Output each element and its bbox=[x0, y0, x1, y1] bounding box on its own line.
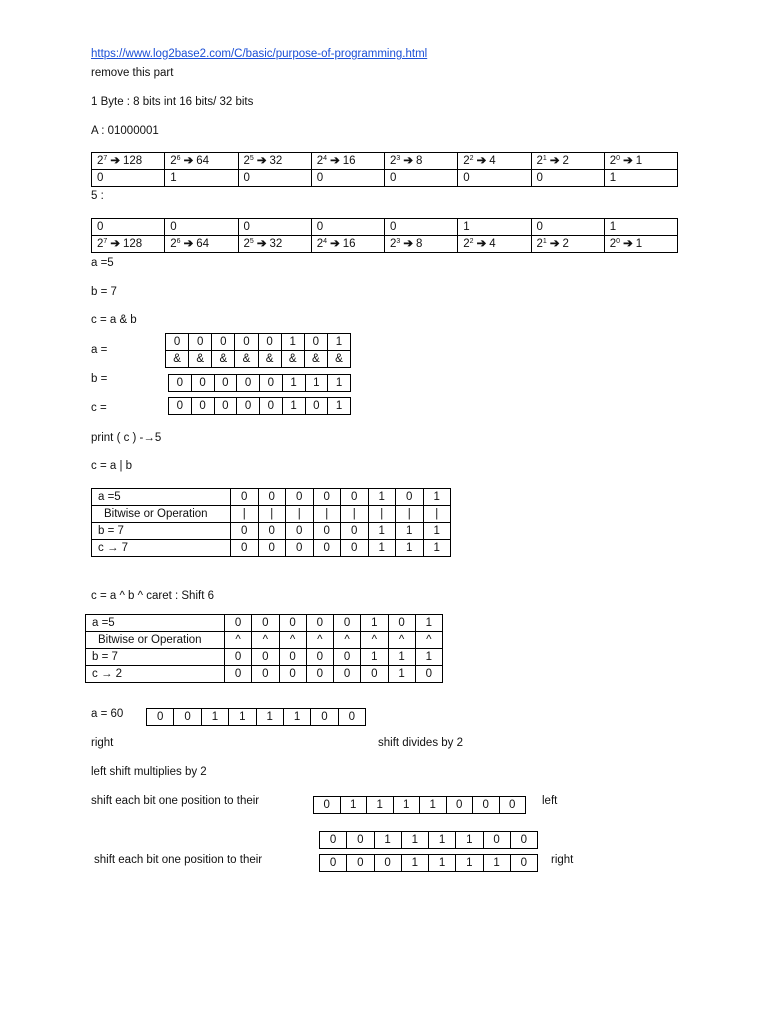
bit-cell: 0 bbox=[314, 797, 341, 814]
bit-cell: 0 bbox=[334, 666, 361, 683]
bit-cell: 1 bbox=[423, 523, 451, 540]
power-cell: $2^1$ ➔ 2 bbox=[531, 236, 604, 253]
bit-cell: 1 bbox=[396, 540, 424, 557]
table-row bbox=[92, 506, 451, 523]
bit-cell: 0 bbox=[313, 523, 341, 540]
bit-cell: 1 bbox=[429, 832, 456, 849]
bit-cell: 1 bbox=[458, 219, 531, 236]
bit-cell: 0 bbox=[165, 219, 238, 236]
note-text: remove this part bbox=[91, 67, 174, 79]
bit-cell: 1 bbox=[165, 170, 238, 187]
bit-cell: 1 bbox=[456, 832, 483, 849]
bit-cell: | bbox=[258, 506, 286, 523]
bit-cell: 0 bbox=[238, 170, 311, 187]
arrow-icon: ➔ bbox=[183, 155, 194, 167]
shift-divides-text: shift divides by 2 bbox=[378, 737, 464, 749]
bit-cell: 0 bbox=[189, 334, 212, 351]
shift-multiplies-text: left shift multiplies by 2 bbox=[91, 766, 207, 778]
bit-cell: 1 bbox=[401, 832, 428, 849]
bit-cell: 0 bbox=[235, 334, 258, 351]
row-label: c → 7 bbox=[92, 540, 231, 557]
bit-cell: ^ bbox=[388, 632, 415, 649]
bit-cell: 0 bbox=[279, 615, 306, 632]
bit-cell: | bbox=[231, 506, 259, 523]
bit-cell: 0 bbox=[347, 855, 374, 872]
bit-cell: 1 bbox=[367, 797, 394, 814]
bit-cell: ^ bbox=[279, 632, 306, 649]
bit-cell: 0 bbox=[415, 666, 442, 683]
bit-cell: 1 bbox=[229, 709, 256, 726]
arrow-icon: ➔ bbox=[476, 238, 487, 250]
bit-cell: 0 bbox=[473, 797, 500, 814]
row-label: Bitwise or Operation bbox=[86, 632, 225, 649]
arrow-icon: ➔ bbox=[623, 238, 633, 250]
right-shift-bits bbox=[320, 855, 538, 872]
and-b-bits bbox=[169, 375, 351, 392]
row-label: Bitwise or Operation bbox=[92, 506, 231, 523]
bit-cell: 1 bbox=[415, 649, 442, 666]
bit-cell: 0 bbox=[446, 797, 473, 814]
bit-cell: 0 bbox=[214, 375, 237, 392]
five-label: 5 : bbox=[91, 190, 104, 202]
bit-cell: 1 bbox=[256, 709, 283, 726]
operator-cell: & bbox=[304, 351, 327, 368]
arrow-icon: ➔ bbox=[623, 155, 633, 167]
right-word: right bbox=[91, 737, 114, 749]
arrow-icon: ➔ bbox=[549, 155, 560, 167]
bit-cell: 0 bbox=[304, 334, 327, 351]
bit-cell: 0 bbox=[313, 489, 341, 506]
or-expression: c = a | b bbox=[91, 460, 133, 472]
bit-cell: 1 bbox=[483, 855, 510, 872]
power-cell: $2^6$ ➔ 64 bbox=[165, 153, 238, 170]
arrow-icon: ➔ bbox=[330, 238, 340, 250]
bit-cell: 0 bbox=[169, 398, 192, 415]
bit-cell: 1 bbox=[305, 375, 328, 392]
power-cell: $2^3$ ➔ 8 bbox=[385, 236, 458, 253]
bit-cell: 0 bbox=[258, 334, 281, 351]
bit-cell: 0 bbox=[347, 832, 374, 849]
bit-cell: 0 bbox=[231, 523, 259, 540]
a-assign: a =5 bbox=[91, 257, 114, 269]
right-word-2: right bbox=[551, 854, 574, 866]
bit-cell: 1 bbox=[396, 523, 424, 540]
bit-cell: 0 bbox=[320, 855, 347, 872]
arrow-icon: ➔ bbox=[256, 155, 267, 167]
left-shift-bits bbox=[314, 797, 526, 814]
and-b-label: b = bbox=[91, 373, 108, 385]
bit-cell: 0 bbox=[279, 649, 306, 666]
bit-cell: 1 bbox=[374, 832, 401, 849]
power-cell: $2^2$ ➔ 4 bbox=[458, 153, 531, 170]
bit-cell: 0 bbox=[92, 170, 165, 187]
and-b-table bbox=[168, 374, 351, 392]
shift-each-text-1: shift each bit one position to their bbox=[91, 795, 260, 807]
binary-table-a bbox=[91, 152, 678, 187]
bit-cell: 0 bbox=[147, 709, 174, 726]
exponent: 0 bbox=[616, 155, 621, 162]
table-row bbox=[86, 615, 443, 632]
bit-cell: 0 bbox=[306, 666, 333, 683]
bit-cell: 1 bbox=[420, 797, 447, 814]
arrow-icon: ➔ bbox=[330, 155, 340, 167]
power-cell: $2^0$ ➔ 1 bbox=[604, 153, 677, 170]
bit-cell: 0 bbox=[305, 398, 328, 415]
exponent: 5 bbox=[249, 155, 254, 162]
exponent: 1 bbox=[542, 238, 547, 245]
exponent: 5 bbox=[249, 238, 254, 245]
bit-cell: 0 bbox=[258, 523, 286, 540]
bit-cell: 0 bbox=[483, 832, 510, 849]
row-label: a =5 bbox=[92, 489, 231, 506]
bit-cell: 0 bbox=[92, 219, 165, 236]
bit-cell: 0 bbox=[258, 540, 286, 557]
exponent: 2 bbox=[469, 238, 474, 245]
power-cell: $2^0$ ➔ 1 bbox=[604, 236, 677, 253]
exponent: 3 bbox=[396, 238, 401, 245]
original-bits bbox=[320, 832, 538, 849]
bit-cell: 0 bbox=[252, 615, 279, 632]
a60-table bbox=[146, 708, 366, 726]
a-binary-label: A : 01000001 bbox=[91, 125, 159, 137]
bit-cell: 1 bbox=[328, 398, 351, 415]
bit-cell: 1 bbox=[423, 489, 451, 506]
print-statement: print ( c ) -→5 bbox=[91, 432, 162, 444]
bit-cell: 0 bbox=[374, 855, 401, 872]
operator-cell: & bbox=[258, 351, 281, 368]
power-cell: $2^3$ ➔ 8 bbox=[385, 153, 458, 170]
bit-cell: 1 bbox=[429, 855, 456, 872]
row-label: a =5 bbox=[86, 615, 225, 632]
bit-cell: 0 bbox=[458, 170, 531, 187]
operator-cell: & bbox=[235, 351, 258, 368]
bit-cell: 0 bbox=[237, 375, 260, 392]
bit-cell: 1 bbox=[283, 709, 310, 726]
bit-cell: 0 bbox=[252, 666, 279, 683]
bit-cell: 0 bbox=[510, 855, 537, 872]
bit-cell: 0 bbox=[212, 334, 235, 351]
bit-cell: 0 bbox=[338, 709, 365, 726]
exponent: 3 bbox=[396, 155, 401, 162]
and-a-table bbox=[165, 333, 351, 368]
arrow-icon: ➔ bbox=[110, 155, 120, 167]
bit-cell: | bbox=[423, 506, 451, 523]
bit-cell: 1 bbox=[604, 170, 677, 187]
bit-cell: 1 bbox=[368, 489, 396, 506]
powers-row bbox=[92, 153, 678, 170]
bit-cell: 0 bbox=[311, 219, 384, 236]
exponent: 6 bbox=[176, 238, 181, 245]
bit-cell: 0 bbox=[252, 649, 279, 666]
power-cell: $2^5$ ➔ 32 bbox=[238, 153, 311, 170]
left-word: left bbox=[542, 795, 558, 807]
bit-cell: 0 bbox=[191, 375, 214, 392]
xor-table bbox=[85, 614, 443, 683]
bit-cell: 0 bbox=[334, 649, 361, 666]
operator-cell: & bbox=[281, 351, 304, 368]
exponent: 7 bbox=[103, 155, 108, 162]
bit-cell: 0 bbox=[385, 219, 458, 236]
operator-cell: & bbox=[212, 351, 235, 368]
bit-cell: 1 bbox=[201, 709, 228, 726]
power-cell: $2^4$ ➔ 16 bbox=[311, 153, 384, 170]
bit-cell: 0 bbox=[334, 615, 361, 632]
bit-cell: 0 bbox=[341, 489, 369, 506]
bit-cell: 1 bbox=[361, 615, 388, 632]
bit-cell: 0 bbox=[361, 666, 388, 683]
arrow-icon: ➔ bbox=[110, 238, 120, 250]
bit-cell: 1 bbox=[368, 523, 396, 540]
bit-cell: 0 bbox=[531, 219, 604, 236]
bit-cell: 0 bbox=[169, 375, 192, 392]
shift-each-text-2: shift each bit one position to their bbox=[94, 854, 263, 866]
a60-bits bbox=[147, 709, 366, 726]
a60-label: a = 60 bbox=[91, 708, 124, 720]
bit-cell: 1 bbox=[401, 855, 428, 872]
bit-cell: | bbox=[341, 506, 369, 523]
power-cell: $2^2$ ➔ 4 bbox=[458, 236, 531, 253]
bit-cell: 1 bbox=[423, 540, 451, 557]
power-cell: $2^6$ ➔ 64 bbox=[165, 236, 238, 253]
bit-cell: | bbox=[313, 506, 341, 523]
bit-cell: 0 bbox=[260, 398, 283, 415]
bit-cell: 0 bbox=[499, 797, 526, 814]
bit-cell: ^ bbox=[334, 632, 361, 649]
exponent: 0 bbox=[616, 238, 621, 245]
bit-cell: ^ bbox=[225, 632, 252, 649]
operator-cell: & bbox=[327, 351, 350, 368]
arrow-icon: ➔ bbox=[403, 155, 413, 167]
bit-cell: 0 bbox=[174, 709, 201, 726]
bit-cell: 0 bbox=[311, 709, 338, 726]
bit-cell: 0 bbox=[260, 375, 283, 392]
bit-cell: | bbox=[396, 506, 424, 523]
table-row bbox=[86, 649, 443, 666]
bit-cell: 0 bbox=[231, 489, 259, 506]
row-label: b = 7 bbox=[86, 649, 225, 666]
bit-cell: 0 bbox=[279, 666, 306, 683]
xor-expression: c = a ^ b ^ caret : Shift 6 bbox=[91, 590, 214, 602]
exponent: 7 bbox=[103, 238, 108, 245]
bit-cell: 0 bbox=[237, 398, 260, 415]
bit-cell: 1 bbox=[415, 615, 442, 632]
bit-cell: 0 bbox=[311, 170, 384, 187]
bit-cell: 1 bbox=[368, 540, 396, 557]
bit-cell: 1 bbox=[456, 855, 483, 872]
bit-cell: ^ bbox=[361, 632, 388, 649]
and-expression: c = a & b bbox=[91, 314, 137, 326]
bit-cell: 0 bbox=[286, 489, 314, 506]
source-link[interactable]: https://www.log2base2.com/C/basic/purpose-of-programming.html bbox=[91, 48, 428, 60]
bit-cell: 0 bbox=[385, 170, 458, 187]
bit-cell: 0 bbox=[510, 832, 537, 849]
exponent: 4 bbox=[323, 155, 328, 162]
bit-cell: ^ bbox=[252, 632, 279, 649]
exponent: 1 bbox=[542, 155, 547, 162]
bit-cell: 0 bbox=[388, 615, 415, 632]
and-c-label: c = bbox=[91, 402, 107, 414]
bit-cell: 0 bbox=[166, 334, 189, 351]
bits-row bbox=[92, 170, 678, 187]
table-row bbox=[86, 666, 443, 683]
bit-cell: 1 bbox=[388, 666, 415, 683]
arrow-icon: ➔ bbox=[256, 238, 267, 250]
bit-cell: 1 bbox=[604, 219, 677, 236]
left-shift-table bbox=[313, 796, 526, 814]
power-cell: $2^5$ ➔ 32 bbox=[238, 236, 311, 253]
row-label: c → 2 bbox=[86, 666, 225, 683]
bit-cell: 0 bbox=[396, 489, 424, 506]
bit-cell: 0 bbox=[238, 219, 311, 236]
table-row bbox=[92, 523, 451, 540]
and-c-bits bbox=[169, 398, 351, 415]
right-shift-table bbox=[319, 854, 538, 872]
and-a-label: a = bbox=[91, 344, 108, 356]
exponent: 6 bbox=[176, 155, 181, 162]
power-cell: $2^4$ ➔ 16 bbox=[311, 236, 384, 253]
original-bits-table bbox=[319, 831, 538, 849]
b-assign: b = 7 bbox=[91, 286, 117, 298]
bit-cell: 0 bbox=[225, 649, 252, 666]
bit-cell: 0 bbox=[320, 832, 347, 849]
or-table bbox=[91, 488, 451, 557]
bit-cell: 1 bbox=[361, 649, 388, 666]
powers-row bbox=[92, 236, 678, 253]
exponent: 2 bbox=[469, 155, 474, 162]
bit-cell: 1 bbox=[388, 649, 415, 666]
bit-cell: 0 bbox=[286, 523, 314, 540]
bit-cell: 1 bbox=[393, 797, 420, 814]
row-label: b = 7 bbox=[92, 523, 231, 540]
operator-cell: & bbox=[189, 351, 212, 368]
bit-cell: | bbox=[286, 506, 314, 523]
bit-cell: 0 bbox=[231, 540, 259, 557]
operator-cell: & bbox=[166, 351, 189, 368]
bit-cell: 1 bbox=[327, 334, 350, 351]
bit-cell: 0 bbox=[191, 398, 214, 415]
and-a-bits bbox=[166, 334, 351, 351]
table-row bbox=[92, 540, 451, 557]
exponent: 4 bbox=[323, 238, 328, 245]
and-ops bbox=[166, 351, 351, 368]
table-row bbox=[86, 632, 443, 649]
bit-cell: 0 bbox=[531, 170, 604, 187]
arrow-icon: ➔ bbox=[403, 238, 413, 250]
and-c-table bbox=[168, 397, 351, 415]
power-cell: $2^7$ ➔ 128 bbox=[92, 153, 165, 170]
bit-cell: 0 bbox=[306, 615, 333, 632]
bit-cell: 0 bbox=[225, 615, 252, 632]
arrow-icon: ➔ bbox=[183, 238, 194, 250]
power-cell: $2^1$ ➔ 2 bbox=[531, 153, 604, 170]
bit-cell: 0 bbox=[341, 540, 369, 557]
arrow-icon: ➔ bbox=[549, 238, 560, 250]
bit-cell: 1 bbox=[328, 375, 351, 392]
bit-cell: 0 bbox=[313, 540, 341, 557]
binary-table-5 bbox=[91, 218, 678, 253]
bit-cell: | bbox=[368, 506, 396, 523]
bit-cell: 0 bbox=[286, 540, 314, 557]
bit-cell: 0 bbox=[258, 489, 286, 506]
bits-row bbox=[92, 219, 678, 236]
bit-cell: ^ bbox=[306, 632, 333, 649]
power-cell: $2^7$ ➔ 128 bbox=[92, 236, 165, 253]
bit-cell: 0 bbox=[341, 523, 369, 540]
arrow-icon: ➔ bbox=[476, 155, 487, 167]
bit-cell: 0 bbox=[225, 666, 252, 683]
bit-cell: 1 bbox=[282, 375, 305, 392]
bit-cell: ^ bbox=[415, 632, 442, 649]
bit-cell: 1 bbox=[340, 797, 367, 814]
table-row bbox=[92, 489, 451, 506]
bit-cell: 0 bbox=[214, 398, 237, 415]
bit-cell: 1 bbox=[282, 398, 305, 415]
byte-sizes-text: 1 Byte : 8 bits int 16 bits/ 32 bits bbox=[91, 96, 254, 108]
bit-cell: 1 bbox=[281, 334, 304, 351]
bit-cell: 0 bbox=[306, 649, 333, 666]
